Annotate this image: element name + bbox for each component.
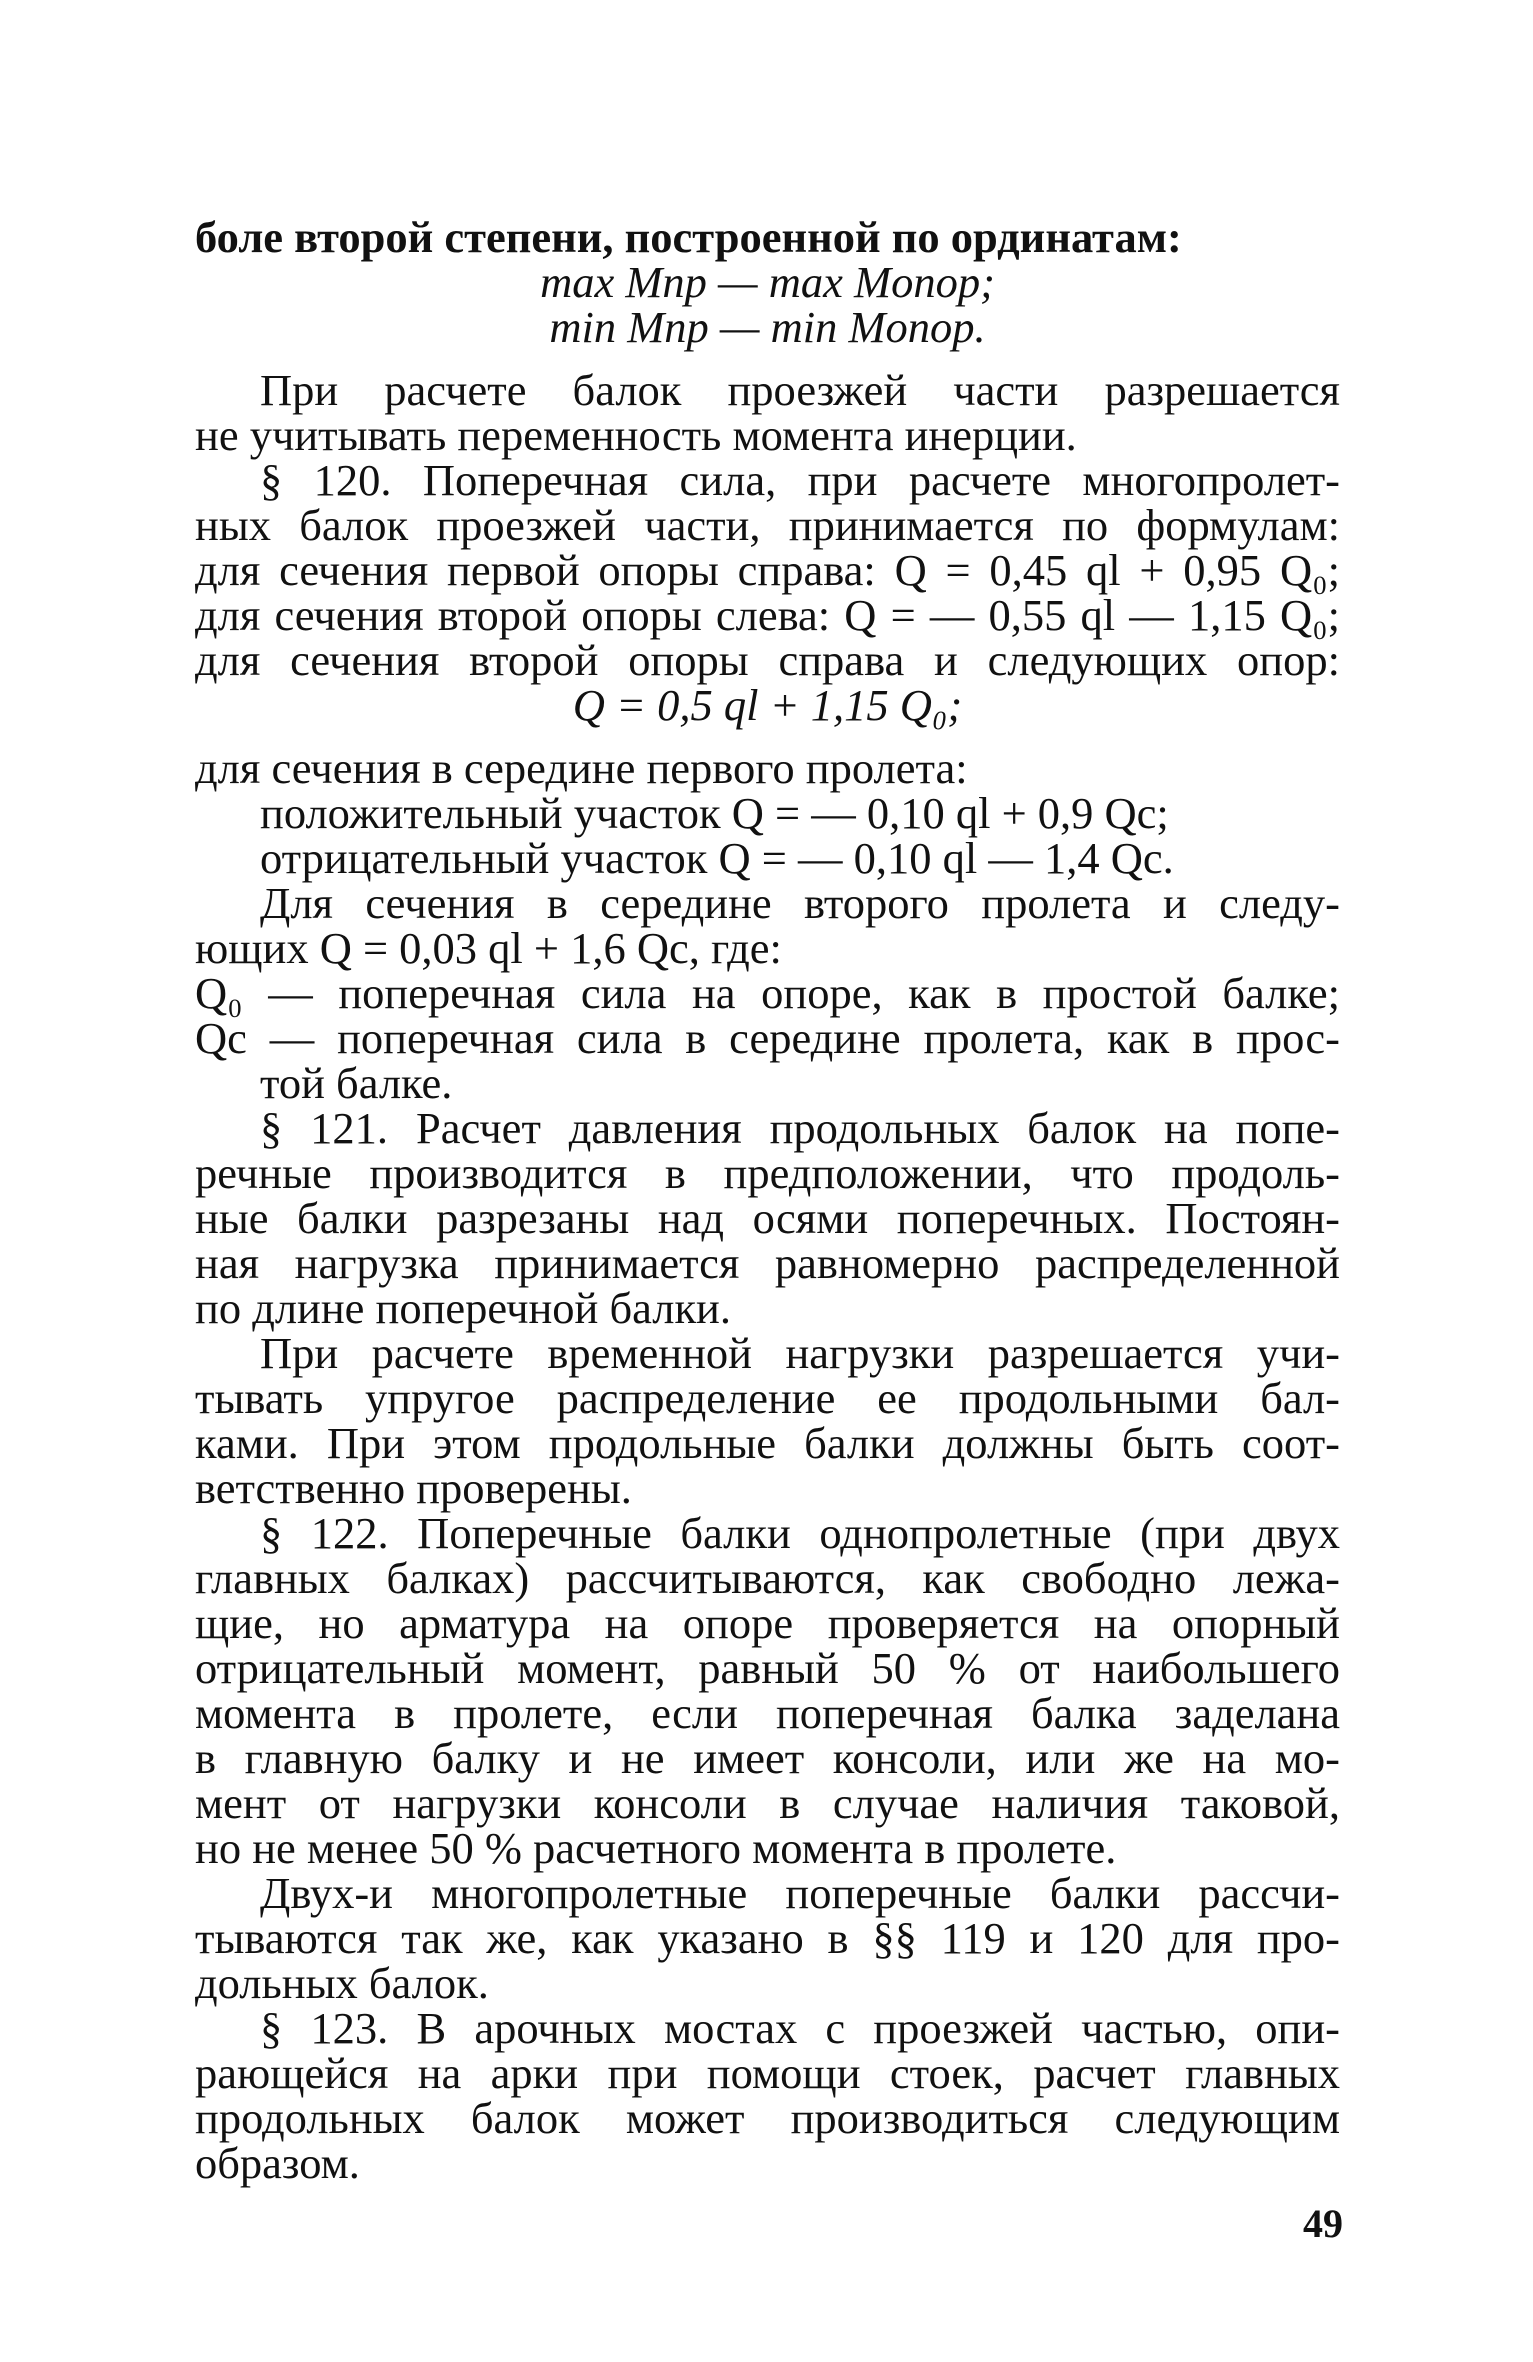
- text-line: щие, но арматура на опоре проверяется на опорный: [195, 1598, 1340, 1648]
- text-line: тывать упругое распределение ее продольными бал-: [195, 1373, 1340, 1423]
- text-line: отрицательный участок Q = — 0,10 ql — 1,4 Qc.: [260, 833, 1174, 883]
- text-line: отрицательный момент, равный 50 % от наибольшего: [195, 1643, 1340, 1693]
- text-line: § 120. Поперечная сила, при расчете многопролет-: [260, 455, 1340, 505]
- text-line: ная нагрузка принимается равномерно распределенной: [195, 1238, 1340, 1288]
- page-number: 49: [1303, 2201, 1343, 2246]
- page-body: [195, 212, 1340, 2188]
- text-line: Двух-и многопролетные поперечные балки рассчи-: [260, 1868, 1340, 1918]
- text-line: min Mпр — min Mопор.: [549, 302, 986, 352]
- text-line: продольных балок может производиться следующим: [195, 2093, 1340, 2143]
- text-line: в главную балку и не имеет консоли, или же на мо-: [195, 1733, 1340, 1783]
- text-line: При расчете балок проезжей части разрешается: [260, 365, 1340, 415]
- text-line: мент от нагрузки консоли в случае наличия таковой,: [195, 1778, 1340, 1828]
- text-line: § 122. Поперечные балки однопролетные (при двух: [260, 1508, 1340, 1558]
- text-line: для сечения в середине первого пролета:: [195, 743, 968, 793]
- text-line: положительный участок Q = — 0,10 ql + 0,9 Qc;: [260, 788, 1169, 838]
- text-line: речные производится в предположении, что продоль-: [195, 1148, 1340, 1198]
- text-line: для сечения второй опоры справа и следующих опор:: [195, 635, 1340, 685]
- text-line: тываются так же, как указано в §§ 119 и 120 для про-: [195, 1913, 1340, 1963]
- text-line: ками. При этом продольные балки должны быть соот-: [195, 1418, 1340, 1468]
- text-line: § 123. В арочных мостах с проезжей частью, опи-: [260, 2003, 1340, 2053]
- text-line: для сечения второй опоры слева: Q = — 0,55 ql — 1,15 Q₀;: [195, 590, 1340, 640]
- text-line: не учитывать переменность момента инерции.: [195, 410, 1077, 460]
- text-line: Qc — поперечная сила в середине пролета, как в прос-: [195, 1013, 1340, 1063]
- text-line: для сечения первой опоры справа: Q = 0,45 ql + 0,95 Q₀;: [195, 545, 1340, 595]
- text-line: При расчете временной нагрузки разрешается учи-: [260, 1328, 1340, 1378]
- text-line: Q = 0,5 ql + 1,15 Q₀;: [572, 680, 963, 730]
- text-line: § 121. Расчет давления продольных балок на попе-: [260, 1103, 1340, 1153]
- text-line: ных балок проезжей части, принимается по формулам:: [195, 500, 1340, 550]
- text-line: ющих Q = 0,03 ql + 1,6 Qc, где:: [195, 923, 782, 973]
- text-line: рающейся на арки при помощи стоек, расчет главных: [195, 2048, 1340, 2098]
- text-line: момента в пролете, если поперечная балка заделана: [195, 1688, 1340, 1738]
- text-line: образом.: [195, 2138, 360, 2188]
- text-line: той балке.: [260, 1058, 453, 1108]
- text-line: главных балках) рассчитываются, как свободно лежа-: [195, 1553, 1340, 1603]
- text-line: но не менее 50 % расчетного момента в пролете.: [195, 1823, 1117, 1873]
- text-line: Для сечения в середине второго пролета и следу-: [260, 878, 1340, 928]
- text-line: боле второй степени, построенной по ординатам:: [195, 212, 1182, 262]
- text-line: ветственно проверены.: [195, 1463, 632, 1513]
- text-line: Q₀ — поперечная сила на опоре, как в простой балке;: [195, 968, 1340, 1018]
- text-line: max Mпр — max Mопор;: [540, 257, 995, 307]
- text-line: ные балки разрезаны над осями поперечных. Постоян-: [195, 1193, 1340, 1243]
- text-line: дольных балок.: [195, 1958, 489, 2008]
- text-line: по длине поперечной балки.: [195, 1283, 731, 1333]
